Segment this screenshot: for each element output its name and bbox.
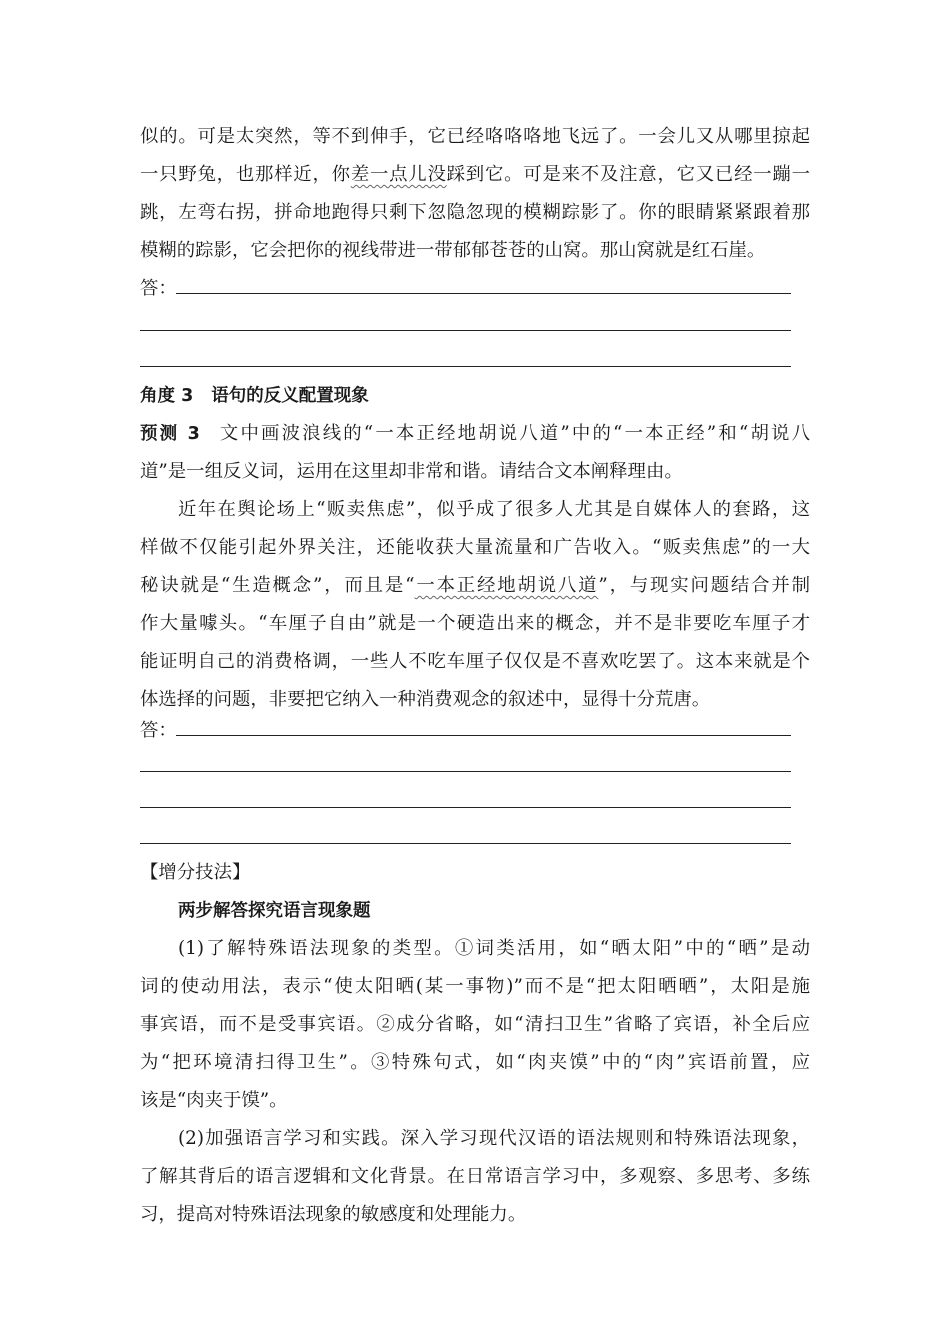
tips-line: 了解其背后的语言逻辑和文化背景。在日常语言学习中，多观察、多思考、多练 [140, 1166, 810, 1187]
answer-line[interactable] [176, 735, 791, 736]
answer-label: 答： [140, 278, 177, 299]
text-segment: 秘诀就是“生造概念”，而且是“ [140, 575, 415, 596]
passage1-line [140, 162, 810, 188]
angle-label: 角度 3 [140, 386, 194, 406]
text-segment: ”，与现实问题结合并制 [598, 575, 810, 596]
text-segment: 一只野兔，也那样近，你 [140, 164, 351, 185]
tips-line: (1)了解特殊语法现象的类型。①词类活用，如“晒太阳”中的“晒”是动 [178, 938, 810, 959]
tips-line: (2)加强语言学习和实践。深入学习现代汉语的语法规则和特殊语法现象， [178, 1128, 810, 1149]
passage2-line: 样做不仅能引起外界关注，还能收获大量流量和广告收入。“贩卖焦虑”的一大 [140, 537, 810, 558]
passage1-line: 模糊的踪影，它会把你的视线带进一带郁郁苍苍的山窝。那山窝就是红石崖。 [140, 240, 766, 261]
question-line [140, 421, 810, 447]
tips-subtitle: 两步解答探究语言现象题 [178, 901, 371, 921]
passage2-line: 能证明自己的消费格调，一些人不吃车厘子仅仅是不喜欢吃罢了。这本来就是个 [140, 651, 810, 672]
tips-line: 该是“肉夹于馍”。 [140, 1090, 288, 1111]
text-segment: 踩到它。可是来不及注意，它又已经一蹦一 [446, 164, 810, 185]
passage2-line: 作大量噱头。“车厘子自由”就是一个硬造出来的概念，并不是非要吃车厘子才 [140, 613, 810, 634]
tips-line: 为“把环境清扫得卫生”。③特殊句式，如“肉夹馍”中的“肉”宾语前置，应 [140, 1052, 810, 1073]
passage2-line [140, 573, 810, 599]
question-line: 道”是一组反义词，运用在这里却非常和谐。请结合文本阐释理由。 [140, 461, 683, 482]
answer-line[interactable] [140, 330, 791, 331]
angle-title: 语句的反义配置现象 [211, 386, 369, 406]
answer-line[interactable] [176, 293, 791, 294]
tips-line: 事宾语，而不是受事宾语。②成分省略，如“清扫卫生”省略了宾语，补全后应 [140, 1014, 810, 1035]
wavy-underlined-phrase: 差一点儿没 [350, 164, 447, 185]
passage2-line: 近年在舆论场上“贩卖焦虑”，似乎成了很多人尤其是自媒体人的套路，这 [178, 499, 810, 520]
tips-line: 词的使动用法，表示“使太阳晒(某一事物)”而不是“把太阳晒晒”，太阳是施 [140, 976, 810, 997]
predict-label: 预测 3 [140, 424, 200, 444]
answer-line[interactable] [140, 843, 791, 844]
answer-label: 答： [140, 720, 177, 741]
answer-line[interactable] [140, 771, 791, 772]
passage1-line: 似的。可是太突然，等不到伸手，它已经咯咯咯地飞远了。一会儿又从哪里掠起 [140, 126, 810, 147]
wavy-underlined-phrase: 一本正经地胡说八道 [414, 575, 599, 596]
question-text: 文中画波浪线的“一本正经地胡说八道”中的“一本正经”和“胡说八 [217, 423, 810, 444]
tips-line: 习，提高对特殊语法现象的敏感度和处理能力。 [140, 1204, 527, 1225]
answer-line[interactable] [140, 807, 791, 808]
section-heading [140, 383, 810, 409]
answer-line[interactable] [140, 366, 791, 367]
passage1-line: 跳，左弯右拐，拼命地跑得只剩下忽隐忽现的模糊踪影了。你的眼睛紧紧跟着那 [140, 202, 810, 223]
tips-header: 【增分技法】 [140, 862, 251, 883]
passage2-line: 体选择的问题，非要把它纳入一种消费观念的叙述中，显得十分荒唐。 [140, 689, 711, 710]
